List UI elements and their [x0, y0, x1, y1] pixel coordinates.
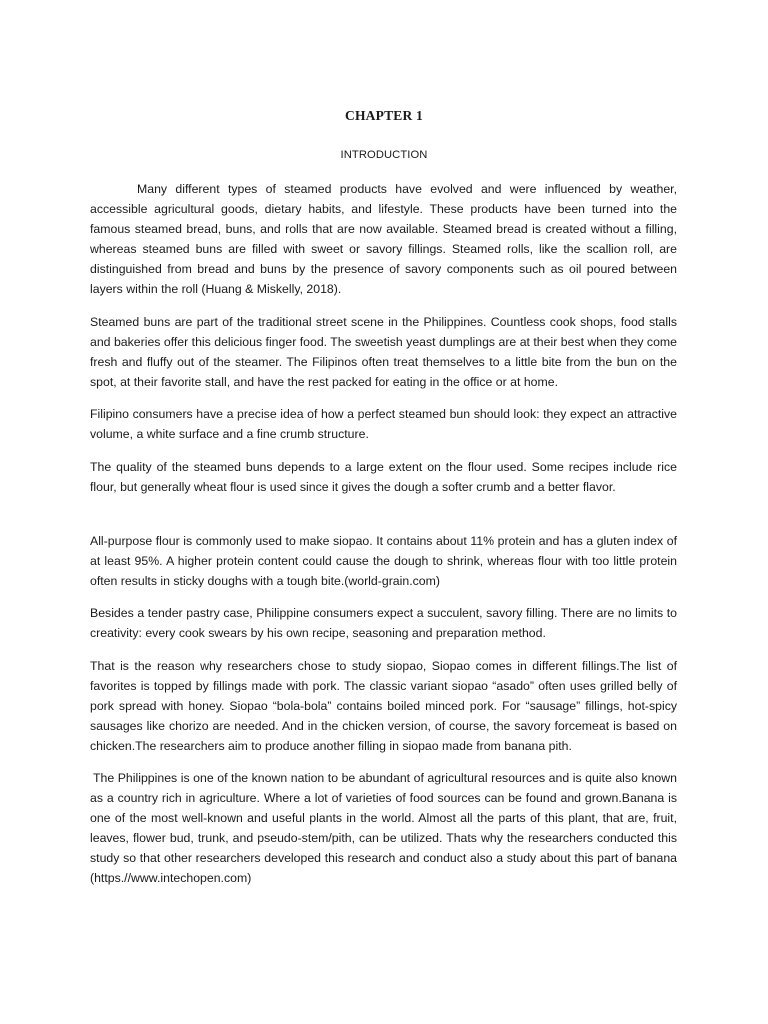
chapter-heading: CHAPTER 1 — [345, 108, 423, 123]
paragraph-consumer-expectation: Filipino consumers have a precise idea of how a perfect steamed bun should look: they expect an attractive volume, a white surface and a fine crumb structure. — [90, 407, 677, 441]
paragraph-banana-philippines: The Philippines is one of the known nation to be abundant of agricultural resources and is quite also known as a country rich in agriculture. Where a lot of varieties of food sources can be found and grown.Banana is one of the most well-known and useful plants in the world. Almost all the parts of this plant, that are, fruit, leaves, flower bud, trunk, and pseudo-stem/pith, can be utilized. Thats why the researchers conducted this study so that other researchers developed this research and conduct also a study about this part of banana (https.//www.intechopen.com) — [90, 771, 677, 885]
document-body — [90, 179, 677, 901]
section-heading: INTRODUCTION — [340, 149, 428, 161]
paragraph-siopao-fillings: That is the reason why researchers chose to study siopao, Siopao comes in different fillings.The list of favorites is topped by fillings made with pork. The classic variant siopao “asado” often uses grilled belly of pork spread with honey. Siopao “bola-bola” contains boiled minced pork. For “sausage” fillings, hot-spicy sausages like chorizo are needed. And in the chicken version, of course, the savory forcemeat is based on chicken.The researchers aim to produce another filling in siopao made from banana pith. — [90, 658, 677, 753]
paragraph-intro-steamed-products: Many different types of steamed products have evolved and were influenced by weather, accessible agricultural goods, dietary habits, and lifestyle. These products have been turned into the famous steamed bread, buns, and rolls that are now available. Steamed bread is created without a filling, whereas steamed buns are filled with sweet or savory fillings. Steamed rolls, like the scallion roll, are distinguished from bread and buns by the presence of savory components such as oil poured between layers within the roll (Huang & Miskelly, 2018). — [90, 182, 677, 296]
paragraph-street-scene: Steamed buns are part of the traditional street scene in the Philippines. Countless cook shops, food stalls and bakeries offer this delicious finger food. The sweetish yeast dumplings are at their best when they come fresh and fluffy out of the steamer. The Filipinos often treat themselves to a little bite from the bun on the spot, at their favorite stall, and have the rest packed for eating in the office or at home. — [90, 314, 677, 389]
paragraph-filling-expectation: Besides a tender pastry case, Philippine consumers expect a succulent, savory filling. There are no limits to creativity: every cook swears by his own recipe, seasoning and preparation method. — [90, 606, 677, 640]
paragraph-all-purpose-flour: All-purpose flour is commonly used to make siopao. It contains about 11% protein and has a gluten index of at least 95%. A higher protein content could cause the dough to shrink, whereas flour with too little protein often results in sticky doughs with a tough bite.(world-grain.com) — [90, 533, 677, 588]
paragraph-flour-quality: The quality of the steamed buns depends to a large extent on the flour used. Some recipes include rice flour, but generally wheat flour is used since it gives the dough a softer crumb and a better flavor. — [90, 459, 677, 494]
